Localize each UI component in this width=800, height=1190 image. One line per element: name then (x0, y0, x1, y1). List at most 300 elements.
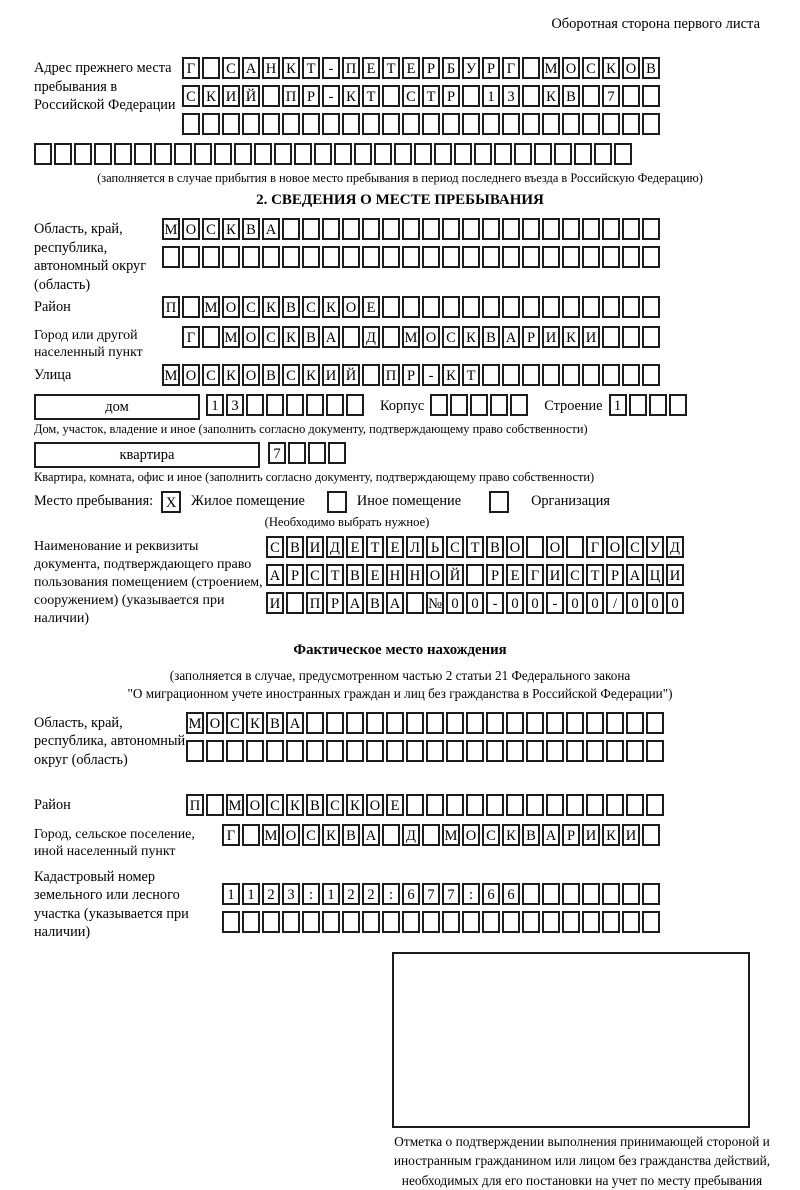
char-cell[interactable]: Р (402, 364, 420, 386)
char-cell[interactable]: 1 (222, 883, 240, 905)
char-cell[interactable]: В (342, 824, 360, 846)
char-cell[interactable] (522, 364, 540, 386)
char-cell[interactable] (262, 911, 280, 933)
char-cell[interactable]: Т (382, 57, 400, 79)
char-cell[interactable] (510, 394, 528, 416)
char-cell[interactable]: Е (362, 57, 380, 79)
char-cell[interactable]: О (606, 536, 624, 558)
char-cell[interactable]: К (302, 364, 320, 386)
char-cell[interactable] (502, 911, 520, 933)
char-cell[interactable]: В (482, 326, 500, 348)
char-cell[interactable]: Д (362, 326, 380, 348)
char-cell[interactable] (642, 911, 660, 933)
char-cell[interactable]: К (462, 326, 480, 348)
char-cell[interactable]: Т (362, 85, 380, 107)
char-cell[interactable]: О (182, 364, 200, 386)
char-cell[interactable] (386, 740, 404, 762)
char-cell[interactable] (382, 218, 400, 240)
char-cell[interactable]: С (302, 824, 320, 846)
char-cell[interactable] (362, 113, 380, 135)
char-cell[interactable] (322, 218, 340, 240)
char-cell[interactable]: 3 (282, 883, 300, 905)
char-cell[interactable]: Л (406, 536, 424, 558)
char-cell[interactable] (226, 740, 244, 762)
char-cell[interactable]: А (502, 326, 520, 348)
char-cell[interactable] (442, 246, 460, 268)
char-cell[interactable] (506, 740, 524, 762)
char-cell[interactable] (522, 911, 540, 933)
char-cell[interactable] (566, 740, 584, 762)
char-cell[interactable]: 0 (506, 592, 524, 614)
char-cell[interactable] (562, 246, 580, 268)
char-cell[interactable]: М (162, 218, 180, 240)
char-cell[interactable] (562, 113, 580, 135)
char-cell[interactable] (522, 883, 540, 905)
char-cell[interactable] (182, 113, 200, 135)
char-cell[interactable] (246, 740, 264, 762)
char-cell[interactable]: - (322, 85, 340, 107)
char-cell[interactable] (629, 394, 647, 416)
char-cell[interactable]: Г (222, 824, 240, 846)
char-cell[interactable] (582, 364, 600, 386)
char-cell[interactable]: О (462, 824, 480, 846)
char-cell[interactable]: М (222, 326, 240, 348)
char-cell[interactable] (326, 712, 344, 734)
char-cell[interactable]: Д (666, 536, 684, 558)
char-cell[interactable] (430, 394, 448, 416)
char-cell[interactable] (642, 113, 660, 135)
char-cell[interactable]: 1 (482, 85, 500, 107)
char-cell[interactable] (502, 113, 520, 135)
char-cell[interactable] (274, 143, 292, 165)
char-cell[interactable] (494, 143, 512, 165)
char-cell[interactable] (422, 246, 440, 268)
char-cell[interactable] (346, 394, 364, 416)
char-cell[interactable]: 1 (206, 394, 224, 416)
char-cell[interactable] (522, 246, 540, 268)
char-cell[interactable] (222, 911, 240, 933)
char-cell[interactable] (566, 794, 584, 816)
char-cell[interactable] (566, 712, 584, 734)
char-cell[interactable] (214, 143, 232, 165)
char-cell[interactable] (342, 326, 360, 348)
char-cell[interactable]: П (382, 364, 400, 386)
char-cell[interactable]: Р (486, 564, 504, 586)
char-cell[interactable] (626, 794, 644, 816)
char-cell[interactable]: / (606, 592, 624, 614)
char-cell[interactable] (642, 364, 660, 386)
char-cell[interactable]: И (666, 564, 684, 586)
char-cell[interactable]: Е (362, 296, 380, 318)
char-cell[interactable] (322, 246, 340, 268)
char-cell[interactable] (334, 143, 352, 165)
char-cell[interactable]: О (182, 218, 200, 240)
char-cell[interactable] (574, 143, 592, 165)
char-cell[interactable]: С (262, 326, 280, 348)
char-cell[interactable]: С (626, 536, 644, 558)
char-cell[interactable]: И (306, 536, 324, 558)
char-cell[interactable] (526, 536, 544, 558)
char-cell[interactable]: 0 (626, 592, 644, 614)
char-cell[interactable]: О (206, 712, 224, 734)
char-cell[interactable] (542, 883, 560, 905)
char-cell[interactable] (422, 113, 440, 135)
char-cell[interactable] (446, 712, 464, 734)
char-cell[interactable] (366, 740, 384, 762)
char-cell[interactable] (566, 536, 584, 558)
char-cell[interactable]: О (222, 296, 240, 318)
char-cell[interactable] (294, 143, 312, 165)
char-cell[interactable]: М (186, 712, 204, 734)
char-cell[interactable] (94, 143, 112, 165)
char-cell[interactable]: К (322, 824, 340, 846)
char-cell[interactable] (502, 296, 520, 318)
char-cell[interactable] (669, 394, 687, 416)
char-cell[interactable] (242, 911, 260, 933)
char-cell[interactable]: Н (406, 564, 424, 586)
char-cell[interactable]: В (286, 536, 304, 558)
char-cell[interactable] (542, 364, 560, 386)
char-cell[interactable] (302, 218, 320, 240)
char-cell[interactable]: С (566, 564, 584, 586)
char-cell[interactable] (382, 824, 400, 846)
char-cell[interactable]: В (302, 326, 320, 348)
char-cell[interactable] (546, 794, 564, 816)
char-cell[interactable]: 6 (402, 883, 420, 905)
char-cell[interactable]: Р (606, 564, 624, 586)
char-cell[interactable]: М (202, 296, 220, 318)
char-cell[interactable]: : (382, 883, 400, 905)
char-cell[interactable] (642, 883, 660, 905)
char-cell[interactable] (602, 883, 620, 905)
char-cell[interactable] (422, 824, 440, 846)
char-cell[interactable]: Ь (426, 536, 444, 558)
char-cell[interactable] (506, 712, 524, 734)
char-cell[interactable] (382, 911, 400, 933)
char-cell[interactable] (642, 824, 660, 846)
char-cell[interactable]: Е (506, 564, 524, 586)
char-cell[interactable] (646, 740, 664, 762)
char-cell[interactable] (114, 143, 132, 165)
char-cell[interactable] (462, 296, 480, 318)
char-cell[interactable] (562, 883, 580, 905)
char-cell[interactable] (602, 246, 620, 268)
char-cell[interactable]: И (546, 564, 564, 586)
char-cell[interactable] (282, 113, 300, 135)
char-cell[interactable] (174, 143, 192, 165)
char-cell[interactable]: П (186, 794, 204, 816)
char-cell[interactable] (442, 113, 460, 135)
char-cell[interactable]: Г (182, 326, 200, 348)
char-cell[interactable] (446, 794, 464, 816)
char-cell[interactable] (186, 740, 204, 762)
char-cell[interactable] (602, 113, 620, 135)
char-cell[interactable]: К (442, 364, 460, 386)
char-cell[interactable] (582, 113, 600, 135)
char-cell[interactable] (282, 218, 300, 240)
char-cell[interactable]: Д (402, 824, 420, 846)
char-cell[interactable] (582, 911, 600, 933)
char-cell[interactable] (406, 712, 424, 734)
char-cell[interactable]: В (522, 824, 540, 846)
char-cell[interactable]: К (286, 794, 304, 816)
char-cell[interactable]: 7 (442, 883, 460, 905)
char-cell[interactable]: О (422, 326, 440, 348)
char-cell[interactable] (582, 296, 600, 318)
char-cell[interactable] (322, 113, 340, 135)
char-cell[interactable] (454, 143, 472, 165)
char-cell[interactable]: Т (586, 564, 604, 586)
char-cell[interactable]: П (342, 57, 360, 79)
char-cell[interactable] (286, 592, 304, 614)
char-cell[interactable]: В (266, 712, 284, 734)
char-cell[interactable] (522, 85, 540, 107)
char-cell[interactable] (402, 218, 420, 240)
char-cell[interactable]: И (542, 326, 560, 348)
char-cell[interactable] (206, 794, 224, 816)
char-cell[interactable]: К (246, 712, 264, 734)
char-cell[interactable]: А (346, 592, 364, 614)
char-cell[interactable]: - (546, 592, 564, 614)
char-cell[interactable] (442, 296, 460, 318)
char-cell[interactable] (606, 740, 624, 762)
char-cell[interactable]: К (222, 218, 240, 240)
char-cell[interactable] (586, 740, 604, 762)
char-cell[interactable]: К (542, 85, 560, 107)
char-cell[interactable] (602, 218, 620, 240)
char-cell[interactable] (154, 143, 172, 165)
char-cell[interactable] (562, 911, 580, 933)
char-cell[interactable]: М (402, 326, 420, 348)
char-cell[interactable] (342, 218, 360, 240)
char-cell[interactable] (162, 246, 180, 268)
char-cell[interactable] (382, 113, 400, 135)
char-cell[interactable]: Й (242, 85, 260, 107)
char-cell[interactable] (442, 911, 460, 933)
char-cell[interactable] (206, 740, 224, 762)
char-cell[interactable] (366, 712, 384, 734)
char-cell[interactable]: К (346, 794, 364, 816)
char-cell[interactable] (622, 296, 640, 318)
char-cell[interactable] (582, 218, 600, 240)
char-cell[interactable]: Т (326, 564, 344, 586)
char-cell[interactable] (222, 246, 240, 268)
char-cell[interactable] (346, 740, 364, 762)
char-cell[interactable] (466, 794, 484, 816)
char-cell[interactable]: С (302, 296, 320, 318)
char-cell[interactable]: С (266, 536, 284, 558)
char-cell[interactable]: И (582, 326, 600, 348)
char-cell[interactable] (626, 712, 644, 734)
char-cell[interactable] (426, 794, 444, 816)
char-cell[interactable] (622, 218, 640, 240)
char-cell[interactable]: Р (286, 564, 304, 586)
char-cell[interactable] (486, 794, 504, 816)
char-cell[interactable]: С (222, 57, 240, 79)
char-cell[interactable] (562, 364, 580, 386)
char-cell[interactable] (406, 740, 424, 762)
char-cell[interactable]: В (306, 794, 324, 816)
char-cell[interactable] (562, 218, 580, 240)
apartment-type-box[interactable]: квартира (34, 442, 260, 468)
char-cell[interactable]: Е (386, 794, 404, 816)
char-cell[interactable] (462, 911, 480, 933)
char-cell[interactable] (542, 113, 560, 135)
char-cell[interactable] (462, 218, 480, 240)
char-cell[interactable] (394, 143, 412, 165)
char-cell[interactable] (406, 592, 424, 614)
char-cell[interactable] (286, 740, 304, 762)
char-cell[interactable]: Г (586, 536, 604, 558)
char-cell[interactable] (622, 85, 640, 107)
char-cell[interactable] (534, 143, 552, 165)
char-cell[interactable]: С (202, 364, 220, 386)
char-cell[interactable] (546, 740, 564, 762)
char-cell[interactable] (542, 911, 560, 933)
char-cell[interactable] (586, 794, 604, 816)
char-cell[interactable]: 0 (586, 592, 604, 614)
char-cell[interactable] (622, 326, 640, 348)
char-cell[interactable]: В (486, 536, 504, 558)
char-cell[interactable] (522, 57, 540, 79)
char-cell[interactable]: Т (302, 57, 320, 79)
char-cell[interactable]: Б (442, 57, 460, 79)
char-cell[interactable]: У (646, 536, 664, 558)
char-cell[interactable] (426, 740, 444, 762)
char-cell[interactable]: С (582, 57, 600, 79)
char-cell[interactable] (422, 296, 440, 318)
char-cell[interactable] (642, 218, 660, 240)
char-cell[interactable]: С (326, 794, 344, 816)
char-cell[interactable]: Е (402, 57, 420, 79)
char-cell[interactable]: В (242, 218, 260, 240)
char-cell[interactable]: А (386, 592, 404, 614)
char-cell[interactable] (642, 85, 660, 107)
char-cell[interactable] (382, 246, 400, 268)
char-cell[interactable] (470, 394, 488, 416)
checkbox-residential[interactable]: X (161, 491, 181, 513)
char-cell[interactable]: А (286, 712, 304, 734)
char-cell[interactable] (502, 246, 520, 268)
char-cell[interactable] (466, 564, 484, 586)
char-cell[interactable] (308, 442, 326, 464)
char-cell[interactable]: П (282, 85, 300, 107)
char-cell[interactable] (622, 364, 640, 386)
char-cell[interactable] (482, 113, 500, 135)
char-cell[interactable] (606, 712, 624, 734)
char-cell[interactable]: Т (466, 536, 484, 558)
char-cell[interactable] (486, 712, 504, 734)
char-cell[interactable]: 0 (466, 592, 484, 614)
char-cell[interactable] (374, 143, 392, 165)
char-cell[interactable] (74, 143, 92, 165)
char-cell[interactable] (302, 246, 320, 268)
char-cell[interactable] (482, 246, 500, 268)
char-cell[interactable] (246, 394, 264, 416)
char-cell[interactable]: К (222, 364, 240, 386)
char-cell[interactable] (466, 740, 484, 762)
char-cell[interactable]: Г (502, 57, 520, 79)
char-cell[interactable]: К (202, 85, 220, 107)
char-cell[interactable]: Р (522, 326, 540, 348)
char-cell[interactable]: М (442, 824, 460, 846)
char-cell[interactable] (346, 712, 364, 734)
char-cell[interactable]: : (302, 883, 320, 905)
char-cell[interactable] (642, 246, 660, 268)
char-cell[interactable] (542, 296, 560, 318)
char-cell[interactable]: 1 (322, 883, 340, 905)
char-cell[interactable]: С (482, 824, 500, 846)
char-cell[interactable] (386, 712, 404, 734)
char-cell[interactable] (586, 712, 604, 734)
char-cell[interactable] (446, 740, 464, 762)
char-cell[interactable] (526, 712, 544, 734)
char-cell[interactable]: К (562, 326, 580, 348)
char-cell[interactable]: 7 (602, 85, 620, 107)
char-cell[interactable]: К (282, 326, 300, 348)
char-cell[interactable]: Ц (646, 564, 664, 586)
char-cell[interactable]: Р (482, 57, 500, 79)
char-cell[interactable] (522, 113, 540, 135)
char-cell[interactable] (646, 712, 664, 734)
char-cell[interactable]: А (242, 57, 260, 79)
char-cell[interactable]: Т (366, 536, 384, 558)
char-cell[interactable]: № (426, 592, 444, 614)
char-cell[interactable]: А (262, 218, 280, 240)
char-cell[interactable]: Р (442, 85, 460, 107)
char-cell[interactable]: Е (386, 536, 404, 558)
char-cell[interactable] (362, 364, 380, 386)
char-cell[interactable]: В (562, 85, 580, 107)
char-cell[interactable] (262, 113, 280, 135)
char-cell[interactable] (490, 394, 508, 416)
char-cell[interactable]: С (282, 364, 300, 386)
char-cell[interactable] (422, 218, 440, 240)
char-cell[interactable] (482, 364, 500, 386)
char-cell[interactable]: С (402, 85, 420, 107)
char-cell[interactable] (622, 246, 640, 268)
char-cell[interactable]: В (262, 364, 280, 386)
char-cell[interactable]: М (262, 824, 280, 846)
char-cell[interactable] (282, 911, 300, 933)
char-cell[interactable]: Н (386, 564, 404, 586)
char-cell[interactable]: С (226, 712, 244, 734)
char-cell[interactable] (242, 246, 260, 268)
char-cell[interactable] (314, 143, 332, 165)
char-cell[interactable] (362, 911, 380, 933)
char-cell[interactable]: Н (262, 57, 280, 79)
char-cell[interactable] (202, 113, 220, 135)
char-cell[interactable]: О (366, 794, 384, 816)
char-cell[interactable] (594, 143, 612, 165)
char-cell[interactable] (482, 296, 500, 318)
char-cell[interactable] (342, 246, 360, 268)
char-cell[interactable] (482, 911, 500, 933)
char-cell[interactable]: Р (422, 57, 440, 79)
char-cell[interactable] (194, 143, 212, 165)
char-cell[interactable] (602, 296, 620, 318)
char-cell[interactable] (562, 296, 580, 318)
char-cell[interactable] (482, 218, 500, 240)
char-cell[interactable]: Р (302, 85, 320, 107)
char-cell[interactable] (582, 883, 600, 905)
char-cell[interactable] (402, 246, 420, 268)
char-cell[interactable]: И (622, 824, 640, 846)
char-cell[interactable]: 3 (226, 394, 244, 416)
char-cell[interactable]: Т (422, 85, 440, 107)
char-cell[interactable] (642, 326, 660, 348)
char-cell[interactable]: Г (526, 564, 544, 586)
